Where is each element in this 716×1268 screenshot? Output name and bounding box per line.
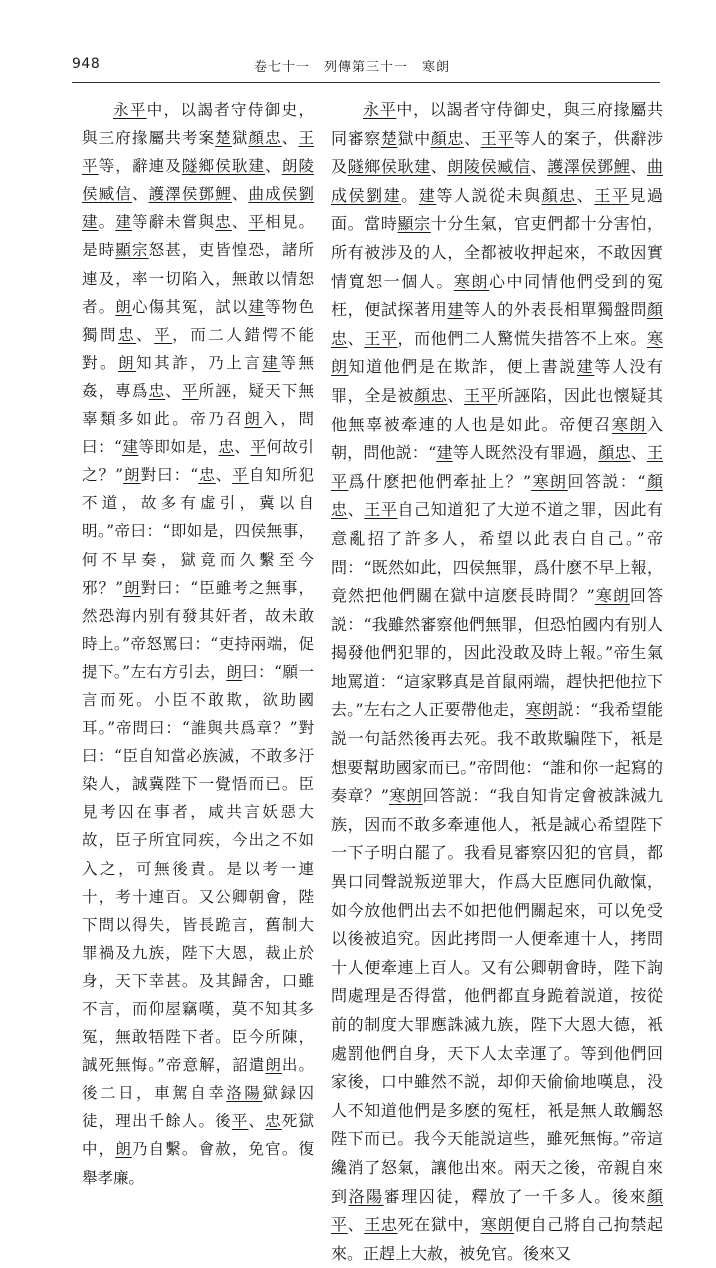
text-run: 等人既然没有罪過， (452, 443, 599, 463)
proper-name: 朗 (226, 662, 243, 681)
modern-translation-column (331, 96, 663, 1263)
proper-name: 王平 (480, 128, 514, 148)
proper-name: 平 (181, 381, 199, 400)
proper-name: 顏忠 (598, 443, 631, 463)
proper-name: 朗 (115, 1140, 132, 1159)
proper-name: 王平 (331, 443, 663, 491)
text-run: 知道他們是在欺詐，便上書説 (348, 357, 577, 377)
text-run: 、 (136, 325, 155, 344)
text-run: 等人説從未與 (436, 185, 542, 205)
proper-name: 建 (262, 353, 281, 372)
proper-name: 忠 (215, 213, 232, 232)
text-run: 。 (401, 185, 419, 205)
proper-name: 王平 (594, 185, 630, 205)
proper-name: 平 (250, 438, 267, 457)
text-run: 死獄中， (82, 1112, 314, 1159)
proper-name: 護澤侯鄧鯉 (148, 185, 232, 204)
classical-text-column (82, 96, 314, 1187)
text-run: 、 (630, 443, 647, 463)
proper-name: 忠 (148, 381, 166, 400)
text-run: 心中同情他們受到的冤枉，便試探著用 (331, 271, 663, 320)
text-run: 何故引之？” (82, 438, 314, 485)
text-run: 、 (231, 213, 249, 232)
text-run: 等，辭連及 (98, 157, 182, 176)
proper-name: 寒朗 (531, 471, 568, 491)
text-run: 所誣，疑天下無辜類多如此。帝乃召 (82, 381, 314, 429)
text-run: 。 (98, 213, 116, 232)
proper-name: 顏忠 (430, 128, 465, 148)
proper-name: 護澤侯鄧鯉 (547, 157, 631, 177)
text-run: 心傷其冤，試以 (131, 297, 249, 316)
proper-name: 平 (248, 213, 266, 232)
proper-name: 朗 (265, 1056, 282, 1075)
text-run: 、 (530, 157, 548, 177)
text-run: 怒甚，吏皆惶恐，諸所連及，率一切陷入，無敢以情恕者。 (82, 241, 314, 316)
text-run: 知其詐，乃上言 (136, 353, 263, 372)
text-run: 曰：“願一言而死。小臣不敢欺，欲助國耳。”帝問曰：“誰與共爲章？”對曰：“臣自知當必族滅，不敢多汙染人，誠冀陛下一覺悟而已。臣見考囚在事者，咸共言妖惡大故，臣子所宜同疾，今出之不如入之，可無後責。是以考一連十，考十連百。又公卿朝會，陛下問以得失，皆長跪言，舊制大罪禍及九族，陛下大恩，裁止於身，天下幸甚。及其歸舍，口雖不言，而仰屋竊嘆，莫不知其多冤，無敢牾陛下者。臣今所陳，誠死無悔。”帝意解，詔遣 (82, 662, 314, 1075)
proper-name: 建 (576, 357, 595, 377)
text-run: 便自己將自己拘禁起來。正趕上大赦，被免官。後來又 (331, 1215, 663, 1263)
proper-name: 建 (121, 438, 139, 457)
text-run: 自己知道犯了大逆不道之罪，因此有意亂招了許多人，希望以此表白自己。”帝問：“既然如此，四侯無罪，爲什麽不早上報，竟然把他們關在獄中這麽長時間？” (331, 500, 663, 606)
text-run: 、 (165, 381, 182, 400)
proper-name: 寒朗 (480, 1215, 514, 1235)
proper-name: 隧鄉侯耿建 (347, 157, 431, 177)
proper-name: 朗 (244, 410, 263, 429)
text-run: 等無姦，專爲 (82, 353, 314, 400)
proper-name: 王平 (364, 328, 398, 348)
proper-name: 忠 (198, 466, 216, 485)
text-run: ，而他們二人驚慌失措答不上來。 (397, 328, 647, 348)
text-run: 、 (347, 1215, 365, 1235)
proper-name: 平 (232, 466, 249, 485)
proper-name: 顏忠 (541, 185, 577, 205)
text-run: ，而二人錯愕不能對。 (82, 325, 314, 372)
translation-paragraph (331, 96, 663, 1268)
text-run: 出。後二日，車駕自幸 (82, 1056, 314, 1103)
proper-name: 建 (447, 300, 465, 320)
proper-name: 王平 (464, 385, 498, 405)
text-run: 乃自繫。會赦，免官。復舉孝廉。 (82, 1140, 314, 1187)
text-run: 、 (215, 466, 233, 485)
proper-name: 顏忠 (331, 471, 663, 520)
text-run: 入朝，問他説：“ (331, 414, 663, 463)
proper-name: 朗 (123, 578, 141, 597)
text-run: 自知所犯不道，故多有虛引，冀以自明。”帝曰：“即如是，四侯無事，何不早奏，獄竟而久繫至今邪？” (82, 466, 314, 597)
text-run: 等人的案子，供辭涉及 (331, 128, 663, 177)
text-run: 等即如是， (138, 438, 219, 457)
page-header (72, 56, 660, 83)
proper-name: 建 (115, 213, 132, 232)
text-run: 説：“我希望能説一句話然後再去死。我不敢欺騙陛下，衹是想要幫助國家而已。”帝問他：“誰和你一起寫的奏章？” (331, 700, 663, 806)
text-run: 見過面。當時 (331, 185, 663, 234)
text-run: 、 (234, 438, 251, 457)
text-run: 等物色獨問 (82, 297, 314, 344)
text-run: 對曰：“臣雖考之無事，然恐海内别有發其奸者，故未敢時上。”帝怒罵曰：“吏持兩端，促提下。”左右方引去， (82, 578, 314, 681)
proper-name: 寒朗 (388, 786, 423, 806)
proper-name: 朗陵侯臧信 (447, 157, 531, 177)
proper-name: 忠 (118, 325, 137, 344)
text-run: 、 (630, 157, 647, 177)
proper-name: 曲成侯劉建 (331, 157, 663, 205)
proper-name: 忠 (218, 438, 235, 457)
proper-name: 寒朗 (594, 586, 630, 606)
text-run: 、 (248, 1112, 266, 1131)
text-run: 、 (430, 157, 448, 177)
text-run: 中，以謁者守侍御史，與三府掾屬共同審察 (331, 100, 663, 148)
proper-name: 平 (154, 325, 173, 344)
text-run: 、 (576, 185, 595, 205)
proper-name: 平 (231, 1112, 249, 1131)
proper-name: 隧鄉侯耿建 (181, 157, 266, 176)
proper-name: 洛陽 (226, 1084, 263, 1103)
running-head: 卷七十一 列傳第三十一 寒朗 (254, 60, 451, 75)
proper-name: 王忠 (364, 1215, 398, 1235)
proper-name: 顯宗 (115, 241, 149, 260)
proper-name: 永平 (363, 100, 397, 119)
text-run: 回答説：“我雖然審察他們無罪，但恐怕國内有别人揭發他們犯罪的，因此没敢及時上報。”帝生氣地罵道：“這家夥真是首鼠兩端，趕快把他拉下去。”左右之人正要帶他走， (331, 586, 663, 720)
classical-paragraph (82, 96, 314, 1192)
text-run: 回答説：“我自知肯定會被誅滅九族，因而不敢多牽連他人，衹是誠心希望陛下一下子明白罷了。我看見審察囚犯的官員，都異口同聲説叛逆罪大，作爲大臣應同仇敵愾，如今放他們出去不如把他們關起來，可以免受以後被追究。因此拷問一人便牽連十人，拷問十人便牽連上百人。又有公卿朝會時，陛下詢問處理是否得當，他們都直身跪着説道，按從前的制度大罪應誅滅九族，陛下大恩大德，衹處罰他們自身，天下人太幸運了。等到他們回家後，口中雖然不説，却仰天偷偷地嘆息，没人不知道他們是多麽的冤枉，衹是無人敢觸怒陛下而已。我今天能説這些，雖死無悔。”帝這纔消了怒氣，讓他出來。兩天之後，帝親自來到 (331, 786, 663, 1206)
proper-name: 朗 (123, 466, 141, 485)
proper-name: 洛陽 (348, 1186, 384, 1206)
proper-name: 朗陵侯臧信 (82, 157, 314, 204)
text-run: 獄 (231, 129, 249, 148)
proper-name: 顏忠 (248, 129, 282, 148)
proper-name: 永平 (113, 101, 147, 119)
proper-name: 楚 (380, 128, 398, 148)
proper-name: 寒朗 (525, 700, 558, 720)
proper-name: 寒朗 (331, 328, 663, 377)
proper-name: 顯宗 (397, 214, 431, 234)
proper-name: 曲成侯劉建 (82, 185, 314, 232)
proper-name: 朗 (118, 353, 137, 372)
text-run: 、 (347, 328, 365, 348)
proper-name: 建 (436, 443, 453, 463)
text-run: 、 (131, 185, 149, 204)
text-run: 等人的外表長相單獨盤問 (464, 300, 647, 320)
text-run: 入，問曰：“ (82, 410, 314, 457)
text-run: 死在獄中， (397, 1215, 481, 1235)
proper-name: 朗 (115, 297, 132, 316)
text-run: 、 (265, 157, 282, 176)
proper-name: 顏平 (331, 1186, 663, 1235)
proper-name: 王平 (82, 129, 314, 176)
text-run: 、 (447, 385, 465, 405)
text-run: 對曰：“ (140, 466, 199, 485)
page-number: 948 (72, 56, 101, 72)
text-run: 、 (347, 500, 365, 520)
proper-name: 寒朗 (611, 414, 647, 434)
text-run: 十分生氣，官吏們都十分害怕，所有被涉及的人，全都被收押起來，不敢因實情寬恕一個人。 (331, 214, 663, 291)
text-run: 、 (464, 128, 481, 148)
proper-name: 楚 (215, 129, 232, 148)
text-run: 回答説：“ (567, 471, 646, 491)
text-run: 審理囚徒，釋放了一千多人。後來 (383, 1186, 647, 1206)
text-run: 獄中 (397, 128, 431, 148)
text-run: 等人没有罪，全是被 (331, 357, 663, 405)
text-run: 爲什麽把他們牽扯上？” (348, 471, 532, 491)
text-run: 、 (281, 129, 299, 148)
proper-name: 建 (418, 185, 437, 205)
proper-name: 寒朗 (453, 271, 489, 291)
proper-name: 王平 (364, 500, 398, 520)
proper-name: 顏忠 (331, 300, 663, 348)
text-run: 中，以謁者守侍御史，與三府掾屬共考案 (82, 101, 314, 148)
proper-name: 建 (248, 297, 266, 316)
text-run: 獄録囚徒，理出千餘人。後 (82, 1084, 314, 1131)
text-run: 所誣陷，因此也懷疑其他無辜被牽連的人也是如此。帝便召 (331, 385, 663, 434)
text-run: 等辭未嘗與 (131, 213, 216, 232)
proper-name: 顏忠 (414, 385, 448, 405)
text-run: 、 (231, 185, 249, 204)
text-run: 相見。是時 (82, 213, 314, 260)
proper-name: 忠 (265, 1112, 282, 1131)
